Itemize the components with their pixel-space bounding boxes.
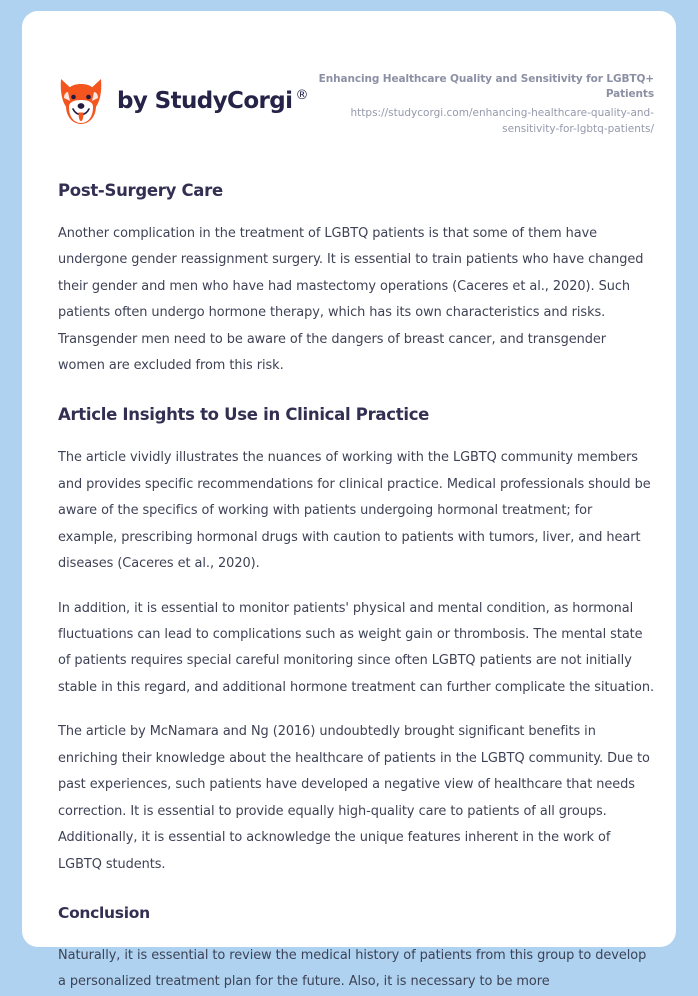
spacer <box>58 701 654 719</box>
paragraph-mcnamara-ng: The article by McNamara and Ng (2016) undoubtedly brought significant benefits in enriching their knowledge about the healthcare of patients in the LGBTQ community. Due to past experiences, such patients have developed a negative view of healthcare that needs correction. It is essential to provide equally high-quality care to patients of all groups. Additionally, it is essential to acknowledge the unique features inherent in the work of LGBTQ students. <box>58 724 650 872</box>
brand-name <box>117 88 308 114</box>
brand-name-text: by StudyCorgi <box>117 88 293 114</box>
spacer <box>58 923 654 943</box>
section-heading-conclusion: Conclusion <box>58 904 150 923</box>
header-meta <box>308 68 654 138</box>
brand-logo-block[interactable] <box>58 68 308 126</box>
paragraph-monitoring: In addition, it is essential to monitor patients' physical and mental condition, as hormonal fluctuations can lead to complications such as weight gain or thrombosis. The mental state of patients requires special careful monitoring since often LGBTQ patients are not initially stable in this regard, and additional hormone treatment can further complicate the situation. <box>58 600 654 695</box>
document-page-card <box>22 11 676 990</box>
document-header <box>22 11 676 138</box>
paragraph-clinical-practice: The article vividly illustrates the nuances of working with the LGBTQ community members and provides specific recommendations for clinical practice. Medical professionals should be aware of the specifics of working with patients undergoing hormonal treatment; for example, prescribing hormonal drugs with caution to patients with tumors, liver, and heart diseases (Caceres et al., 2020). <box>58 450 651 572</box>
paragraph-post-surgery-care: Another complication in the treatment of LGBTQ patients is that some of them have undergone gender reassignment surgery. It is essential to train patients who have changed their gender and men who have had mastectomy operations (Caceres et al., 2020). Such patients often undergo hormone therapy, which has its own characteristics and risks. Transgender men need to be aware of the dangers of breast cancer, and transgender women are excluded from this risk. <box>58 225 644 373</box>
section-heading-article-insights: Article Insights to Use in Clinical Practice <box>58 405 430 425</box>
spacer <box>58 379 654 405</box>
document-title: Enhancing Healthcare Quality and Sensitivity for LGBTQ+ Patients <box>318 73 654 101</box>
spacer <box>58 878 654 904</box>
paragraph-conclusion: Naturally, it is essential to review the medical history of patients from this group to develop a personalized treatment plan for the future. Also, it is necessary to be more <box>58 947 647 990</box>
registered-trademark-icon: ® <box>295 88 308 103</box>
document-body <box>22 181 676 996</box>
corgi-face-icon <box>58 76 104 126</box>
spacer <box>58 201 654 221</box>
spacer <box>58 425 654 445</box>
document-source-url[interactable]: https://studycorgi.com/enhancing-healthcare-quality-and-sensitivity-for-lgbtq-patients/ <box>350 107 654 136</box>
spacer <box>58 578 654 596</box>
section-heading-post-surgery-care: Post-Surgery Care <box>58 180 223 200</box>
